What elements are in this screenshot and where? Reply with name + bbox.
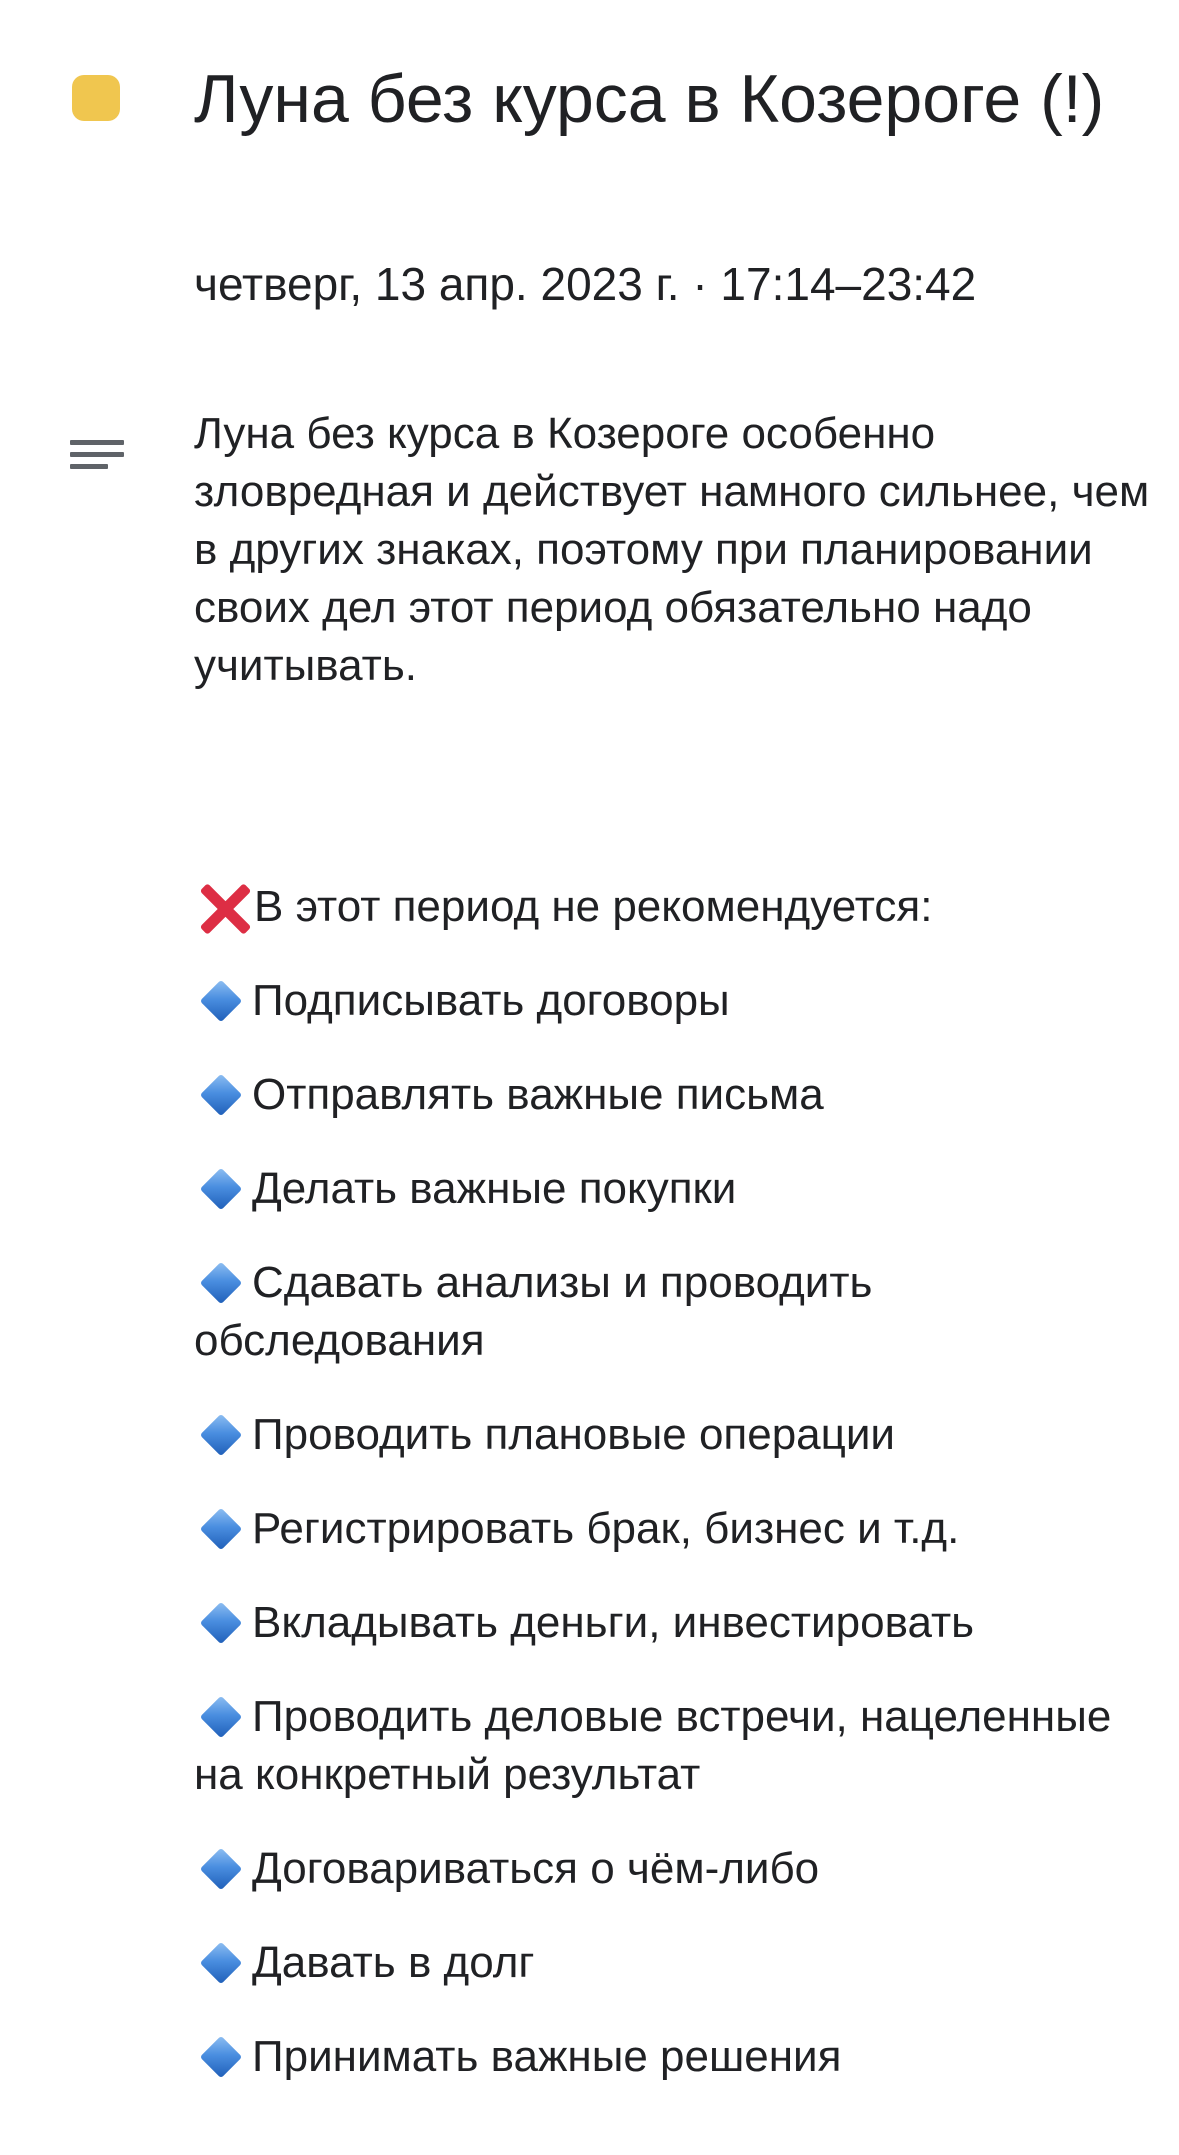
event-title: Луна без курса в Козероге (!)	[194, 61, 1105, 137]
blue-diamond-icon	[200, 1074, 242, 1116]
event-description: Луна без курса в Козероге особенно зловредная и действует намного сильнее, чем в других знаках, поэтому при планировании своих дел этот период обязательно надо учитывать.	[194, 409, 1150, 690]
list-item: Регистрировать брак, бизнес и т.д.	[194, 1500, 1154, 1558]
cross-mark-icon	[194, 878, 254, 936]
blue-diamond-icon	[200, 980, 242, 1022]
warning-heading	[194, 878, 1154, 936]
list-item: Отправлять важные письма	[194, 1066, 1154, 1124]
list-item: Проводить плановые операции	[194, 1406, 1154, 1464]
list-item: Принимать важные решения	[194, 2028, 1154, 2086]
blue-diamond-icon	[200, 2036, 242, 2078]
list-item: Вкладывать деньги, инвестировать	[194, 1594, 1154, 1652]
blue-diamond-icon	[200, 1508, 242, 1550]
blue-diamond-icon	[200, 1414, 242, 1456]
list-item: Давать в долг	[194, 1934, 1154, 1992]
event-color-swatch	[72, 75, 120, 121]
list-item: Подписывать договоры	[194, 972, 1154, 1030]
list-item: Договариваться о чём-либо	[194, 1840, 1154, 1898]
list-item: Проводить деловые встречи, нацеленные на конкретный результат	[194, 1692, 1112, 1799]
blue-diamond-icon	[200, 1168, 242, 1210]
not-recommended-list	[194, 972, 1154, 2122]
list-item: Делать важные покупки	[194, 1160, 1154, 1218]
blue-diamond-icon	[200, 1848, 242, 1890]
warning-text: В этот период не рекомендуется:	[254, 882, 933, 931]
event-datetime: четверг, 13 апр. 2023 г. · 17:14–23:42	[194, 258, 977, 310]
list-item: Сдавать анализы и проводить обследования	[194, 1258, 873, 1365]
notes-icon	[70, 440, 124, 480]
blue-diamond-icon	[200, 1262, 242, 1304]
blue-diamond-icon	[200, 1942, 242, 1984]
blue-diamond-icon	[200, 1696, 242, 1738]
blue-diamond-icon	[200, 1602, 242, 1644]
